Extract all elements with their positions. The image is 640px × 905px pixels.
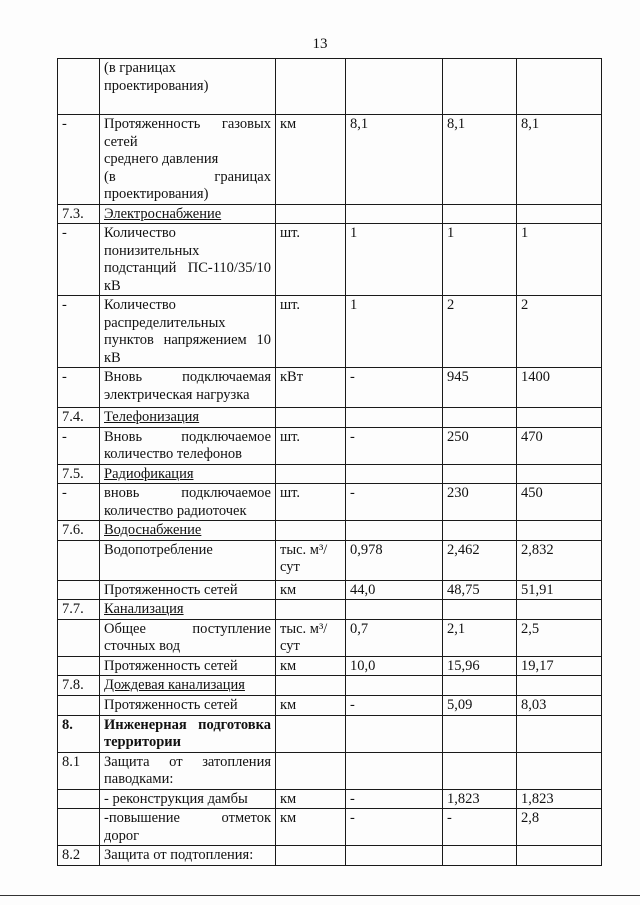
indicator-name-cell-text: Водоснабжение [104, 522, 202, 538]
row-number-cell [58, 789, 100, 809]
table-row [58, 695, 602, 715]
row-number-cell-text: 7.8. [62, 677, 84, 693]
table-row [58, 296, 602, 368]
value-2-cell [443, 695, 517, 715]
value-1-cell [346, 224, 443, 296]
value-2-cell [443, 752, 517, 789]
page-bottom-divider [0, 895, 640, 896]
value-3-cell-text: 470 [521, 428, 543, 445]
value-2-cell-text: 2,462 [447, 541, 480, 558]
indicator-name-cell [100, 521, 276, 541]
value-1-cell-text: - [350, 428, 355, 445]
indicator-name-cell [100, 224, 276, 296]
table-row [58, 484, 602, 521]
value-2-cell-text: 1,823 [447, 790, 480, 807]
value-2-cell-text: 230 [447, 485, 469, 501]
unit-cell [276, 484, 346, 521]
row-number-cell-text: - [62, 369, 67, 385]
value-1-cell [346, 115, 443, 205]
row-number-cell-text: - [62, 116, 67, 132]
value-3-cell [517, 464, 602, 484]
value-1-cell [346, 676, 443, 696]
unit-cell-text: км [280, 790, 297, 807]
indicator-name-cell-text: Радиофикация [104, 465, 194, 482]
value-3-cell [517, 115, 602, 205]
indicator-name-cell [100, 600, 276, 620]
value-3-cell-text: 2,832 [521, 541, 554, 558]
value-1-cell-text: 1 [350, 297, 358, 313]
table-row [58, 715, 602, 752]
value-3-cell [517, 715, 602, 752]
value-2-cell [443, 464, 517, 484]
value-1-cell [346, 580, 443, 600]
row-number-cell [58, 59, 100, 115]
indicator-name-cell-text: вновь подключаемое количество радиоточек [104, 485, 271, 519]
row-number-cell [58, 580, 100, 600]
indicator-name-cell-text: Протяженность газовых сетей среднего давления (в границах проектирования) [104, 116, 271, 202]
value-1-cell-text: 0,978 [350, 541, 383, 558]
value-3-cell-text: 1400 [521, 369, 550, 385]
value-2-cell [443, 59, 517, 115]
value-1-cell [346, 59, 443, 115]
value-3-cell [517, 408, 602, 428]
indicator-name-cell [100, 619, 276, 656]
section-row [58, 600, 602, 620]
indicator-name-cell-text: Протяженность сетей [104, 581, 238, 598]
value-1-cell [346, 809, 443, 846]
value-2-cell-text: 8,1 [447, 116, 466, 132]
unit-cell [276, 296, 346, 368]
unit-cell-text: шт. [280, 225, 301, 241]
unit-cell [276, 656, 346, 676]
value-1-cell [346, 204, 443, 224]
value-1-cell-text: - [350, 790, 355, 807]
row-number-cell-text: 8. [62, 716, 73, 733]
indicator-name-cell [100, 204, 276, 224]
value-3-cell-text: 2 [521, 297, 529, 313]
value-1-cell-text: - [350, 369, 355, 385]
indicator-name-cell-text: - реконструкция дамбы [104, 790, 248, 807]
unit-cell [276, 752, 346, 789]
indicator-name-cell [100, 296, 276, 368]
value-2-cell [443, 204, 517, 224]
indicator-name-cell [100, 484, 276, 521]
value-2-cell [443, 296, 517, 368]
row-number-cell [58, 408, 100, 428]
value-3-cell-text: 51,91 [521, 581, 554, 598]
unit-cell [276, 540, 346, 580]
unit-cell [276, 224, 346, 296]
value-2-cell-text: 5,09 [447, 696, 473, 713]
unit-cell-text: шт. [280, 297, 301, 313]
indicator-name-cell-text: Количество понизительных подстанций ПС-110/35/10 кВ [104, 225, 271, 294]
value-1-cell [346, 484, 443, 521]
value-1-cell [346, 408, 443, 428]
value-1-cell [346, 619, 443, 656]
value-1-cell-text: 44,0 [350, 581, 376, 598]
value-1-cell-text: 1 [350, 225, 358, 241]
row-number-cell [58, 484, 100, 521]
table-row [58, 368, 602, 408]
value-2-cell [443, 224, 517, 296]
indicator-name-cell-text: Общее поступление сточных вод [104, 620, 271, 654]
unit-cell-text: км [280, 810, 297, 826]
indicator-name-cell [100, 695, 276, 715]
value-2-cell [443, 656, 517, 676]
table-row [58, 540, 602, 580]
value-3-cell-text: 1,823 [521, 790, 554, 807]
value-2-cell-text: 250 [447, 428, 469, 445]
value-2-cell-text: 945 [447, 369, 469, 385]
value-1-cell [346, 540, 443, 580]
indicator-name-cell-text: Водопотребление [104, 541, 213, 558]
row-number-cell [58, 676, 100, 696]
table-row [58, 752, 602, 789]
unit-cell [276, 789, 346, 809]
value-3-cell-text: 8,03 [521, 696, 547, 713]
indicator-name-cell [100, 676, 276, 696]
unit-cell [276, 676, 346, 696]
indicator-name-cell [100, 368, 276, 408]
value-1-cell [346, 427, 443, 464]
row-number-cell [58, 427, 100, 464]
value-2-cell [443, 408, 517, 428]
section-row [58, 464, 602, 484]
indicator-name-cell [100, 715, 276, 752]
row-number-cell-text: 7.3. [62, 205, 84, 222]
row-number-cell-text: 7.6. [62, 522, 84, 538]
value-3-cell [517, 846, 602, 866]
unit-cell-text: шт. [280, 428, 301, 445]
unit-cell-text: км [280, 581, 297, 598]
unit-cell [276, 715, 346, 752]
row-number-cell [58, 368, 100, 408]
value-1-cell [346, 846, 443, 866]
value-3-cell [517, 224, 602, 296]
indicator-name-cell [100, 427, 276, 464]
row-number-cell [58, 809, 100, 846]
indicator-name-cell [100, 59, 276, 115]
value-2-cell [443, 580, 517, 600]
value-3-cell [517, 540, 602, 580]
row-number-cell [58, 715, 100, 752]
value-1-cell [346, 715, 443, 752]
unit-cell [276, 427, 346, 464]
unit-cell-text: тыс. м³/сут [280, 541, 328, 575]
table-row [58, 59, 602, 115]
section-row [58, 408, 602, 428]
indicator-name-cell [100, 408, 276, 428]
unit-cell [276, 204, 346, 224]
value-3-cell [517, 752, 602, 789]
value-1-cell-text: - [350, 810, 355, 826]
value-2-cell [443, 619, 517, 656]
indicators-table [57, 58, 602, 866]
value-3-cell [517, 789, 602, 809]
row-number-cell-text: 7.7. [62, 601, 84, 617]
value-1-cell [346, 656, 443, 676]
unit-cell [276, 59, 346, 115]
table-row [58, 224, 602, 296]
indicator-name-cell-text: Вновь подключаемое количество телефонов [104, 428, 271, 462]
table-row [58, 846, 602, 866]
value-1-cell [346, 600, 443, 620]
row-number-cell [58, 846, 100, 866]
indicator-name-cell [100, 656, 276, 676]
page-number: 13 [312, 36, 328, 52]
value-2-cell [443, 789, 517, 809]
value-3-cell [517, 600, 602, 620]
value-3-cell [517, 695, 602, 715]
table-row [58, 656, 602, 676]
value-3-cell-text: 19,17 [521, 657, 554, 674]
section-row [58, 676, 602, 696]
row-number-cell-text: - [62, 428, 67, 445]
table-row [58, 580, 602, 600]
row-number-cell [58, 656, 100, 676]
value-3-cell [517, 427, 602, 464]
row-number-cell [58, 115, 100, 205]
unit-cell [276, 408, 346, 428]
row-number-cell-text: 7.4. [62, 409, 84, 425]
value-2-cell-text: - [447, 810, 452, 826]
section-row [58, 204, 602, 224]
indicator-name-cell-text: Электроснабжение [104, 205, 222, 222]
unit-cell [276, 600, 346, 620]
value-2-cell [443, 846, 517, 866]
indicator-name-cell [100, 809, 276, 846]
indicator-name-cell-text: Защита от подтопления: [104, 847, 254, 863]
value-2-cell-text: 2 [447, 297, 455, 313]
unit-cell [276, 580, 346, 600]
row-number-cell-text: - [62, 485, 67, 501]
indicator-name-cell-text: Вновь подключаемая электрическая нагрузка [104, 369, 271, 403]
table-row [58, 619, 602, 656]
section-row [58, 521, 602, 541]
unit-cell-text: шт. [280, 485, 301, 501]
row-number-cell-text: 7.5. [62, 465, 84, 482]
unit-cell-text: км [280, 116, 297, 132]
table-row [58, 427, 602, 464]
value-3-cell-text: 1 [521, 225, 529, 241]
value-3-cell [517, 580, 602, 600]
row-number-cell [58, 695, 100, 715]
unit-cell [276, 368, 346, 408]
value-2-cell [443, 368, 517, 408]
table-row [58, 789, 602, 809]
value-1-cell-text: 8,1 [350, 116, 369, 132]
value-1-cell [346, 752, 443, 789]
value-1-cell-text: 10,0 [350, 657, 376, 674]
indicator-name-cell-text: Протяженность сетей [104, 657, 238, 674]
row-number-cell-text: 8.1 [62, 753, 81, 770]
unit-cell-text: кВт [280, 369, 304, 385]
value-3-cell [517, 368, 602, 408]
row-number-cell-text: 8.2 [62, 847, 81, 863]
indicator-name-cell [100, 789, 276, 809]
value-2-cell [443, 540, 517, 580]
value-3-cell [517, 521, 602, 541]
indicator-name-cell-text: Количество распределительных пунктов напряжением 10 кВ [104, 297, 271, 366]
indicator-name-cell [100, 464, 276, 484]
value-1-cell [346, 296, 443, 368]
value-3-cell [517, 676, 602, 696]
unit-cell [276, 695, 346, 715]
value-3-cell-text: 2,5 [521, 620, 540, 637]
value-2-cell [443, 715, 517, 752]
value-3-cell-text: 2,8 [521, 810, 540, 826]
value-3-cell-text: 450 [521, 485, 543, 501]
row-number-cell-text: - [62, 225, 67, 241]
value-3-cell-text: 8,1 [521, 116, 540, 132]
indicator-name-cell-text: Инженерная подготовка территории [104, 716, 271, 750]
unit-cell-text: тыс. м³/сут [280, 620, 328, 654]
unit-cell [276, 619, 346, 656]
value-2-cell [443, 484, 517, 521]
value-3-cell [517, 656, 602, 676]
value-1-cell [346, 521, 443, 541]
value-3-cell [517, 809, 602, 846]
value-3-cell [517, 484, 602, 521]
indicator-name-cell [100, 846, 276, 866]
value-2-cell [443, 809, 517, 846]
table-row [58, 809, 602, 846]
table-row [58, 115, 602, 205]
row-number-cell [58, 296, 100, 368]
value-3-cell [517, 619, 602, 656]
unit-cell-text: км [280, 657, 297, 674]
value-1-cell-text: 0,7 [350, 620, 369, 637]
value-3-cell [517, 204, 602, 224]
indicator-name-cell [100, 540, 276, 580]
indicator-name-cell [100, 752, 276, 789]
row-number-cell [58, 204, 100, 224]
unit-cell [276, 521, 346, 541]
value-1-cell [346, 695, 443, 715]
unit-cell-text: км [280, 696, 297, 713]
table-body [58, 59, 602, 866]
row-number-cell [58, 521, 100, 541]
value-1-cell [346, 789, 443, 809]
unit-cell [276, 115, 346, 205]
value-2-cell-text: 48,75 [447, 581, 480, 598]
value-2-cell-text: 2,1 [447, 620, 466, 637]
row-number-cell [58, 752, 100, 789]
value-2-cell [443, 427, 517, 464]
row-number-cell [58, 464, 100, 484]
unit-cell [276, 809, 346, 846]
indicator-name-cell-text: Протяженность сетей [104, 696, 238, 713]
value-2-cell [443, 600, 517, 620]
row-number-cell [58, 540, 100, 580]
row-number-cell [58, 224, 100, 296]
value-2-cell [443, 521, 517, 541]
value-3-cell [517, 296, 602, 368]
unit-cell [276, 464, 346, 484]
value-2-cell-text: 1 [447, 225, 455, 241]
indicator-name-cell [100, 580, 276, 600]
value-1-cell [346, 464, 443, 484]
indicator-name-cell-text: -повышение отметок дорог [104, 810, 271, 844]
value-1-cell [346, 368, 443, 408]
indicator-name-cell-text: Дождевая канализация [104, 677, 245, 693]
indicator-name-cell-text: Защита от затопления паводками: [104, 753, 271, 787]
indicator-name-cell-text: Канализация [104, 601, 184, 617]
row-number-cell-text: - [62, 297, 67, 313]
row-number-cell [58, 619, 100, 656]
row-number-cell [58, 600, 100, 620]
value-1-cell-text: - [350, 696, 355, 713]
value-3-cell [517, 59, 602, 115]
indicator-name-cell-text: (в границах проектирования) [104, 60, 209, 94]
indicator-name-cell-text: Телефонизация [104, 409, 200, 425]
unit-cell [276, 846, 346, 866]
value-2-cell [443, 115, 517, 205]
value-2-cell-text: 15,96 [447, 657, 480, 674]
value-1-cell-text: - [350, 485, 355, 501]
value-2-cell [443, 676, 517, 696]
indicator-name-cell [100, 115, 276, 205]
